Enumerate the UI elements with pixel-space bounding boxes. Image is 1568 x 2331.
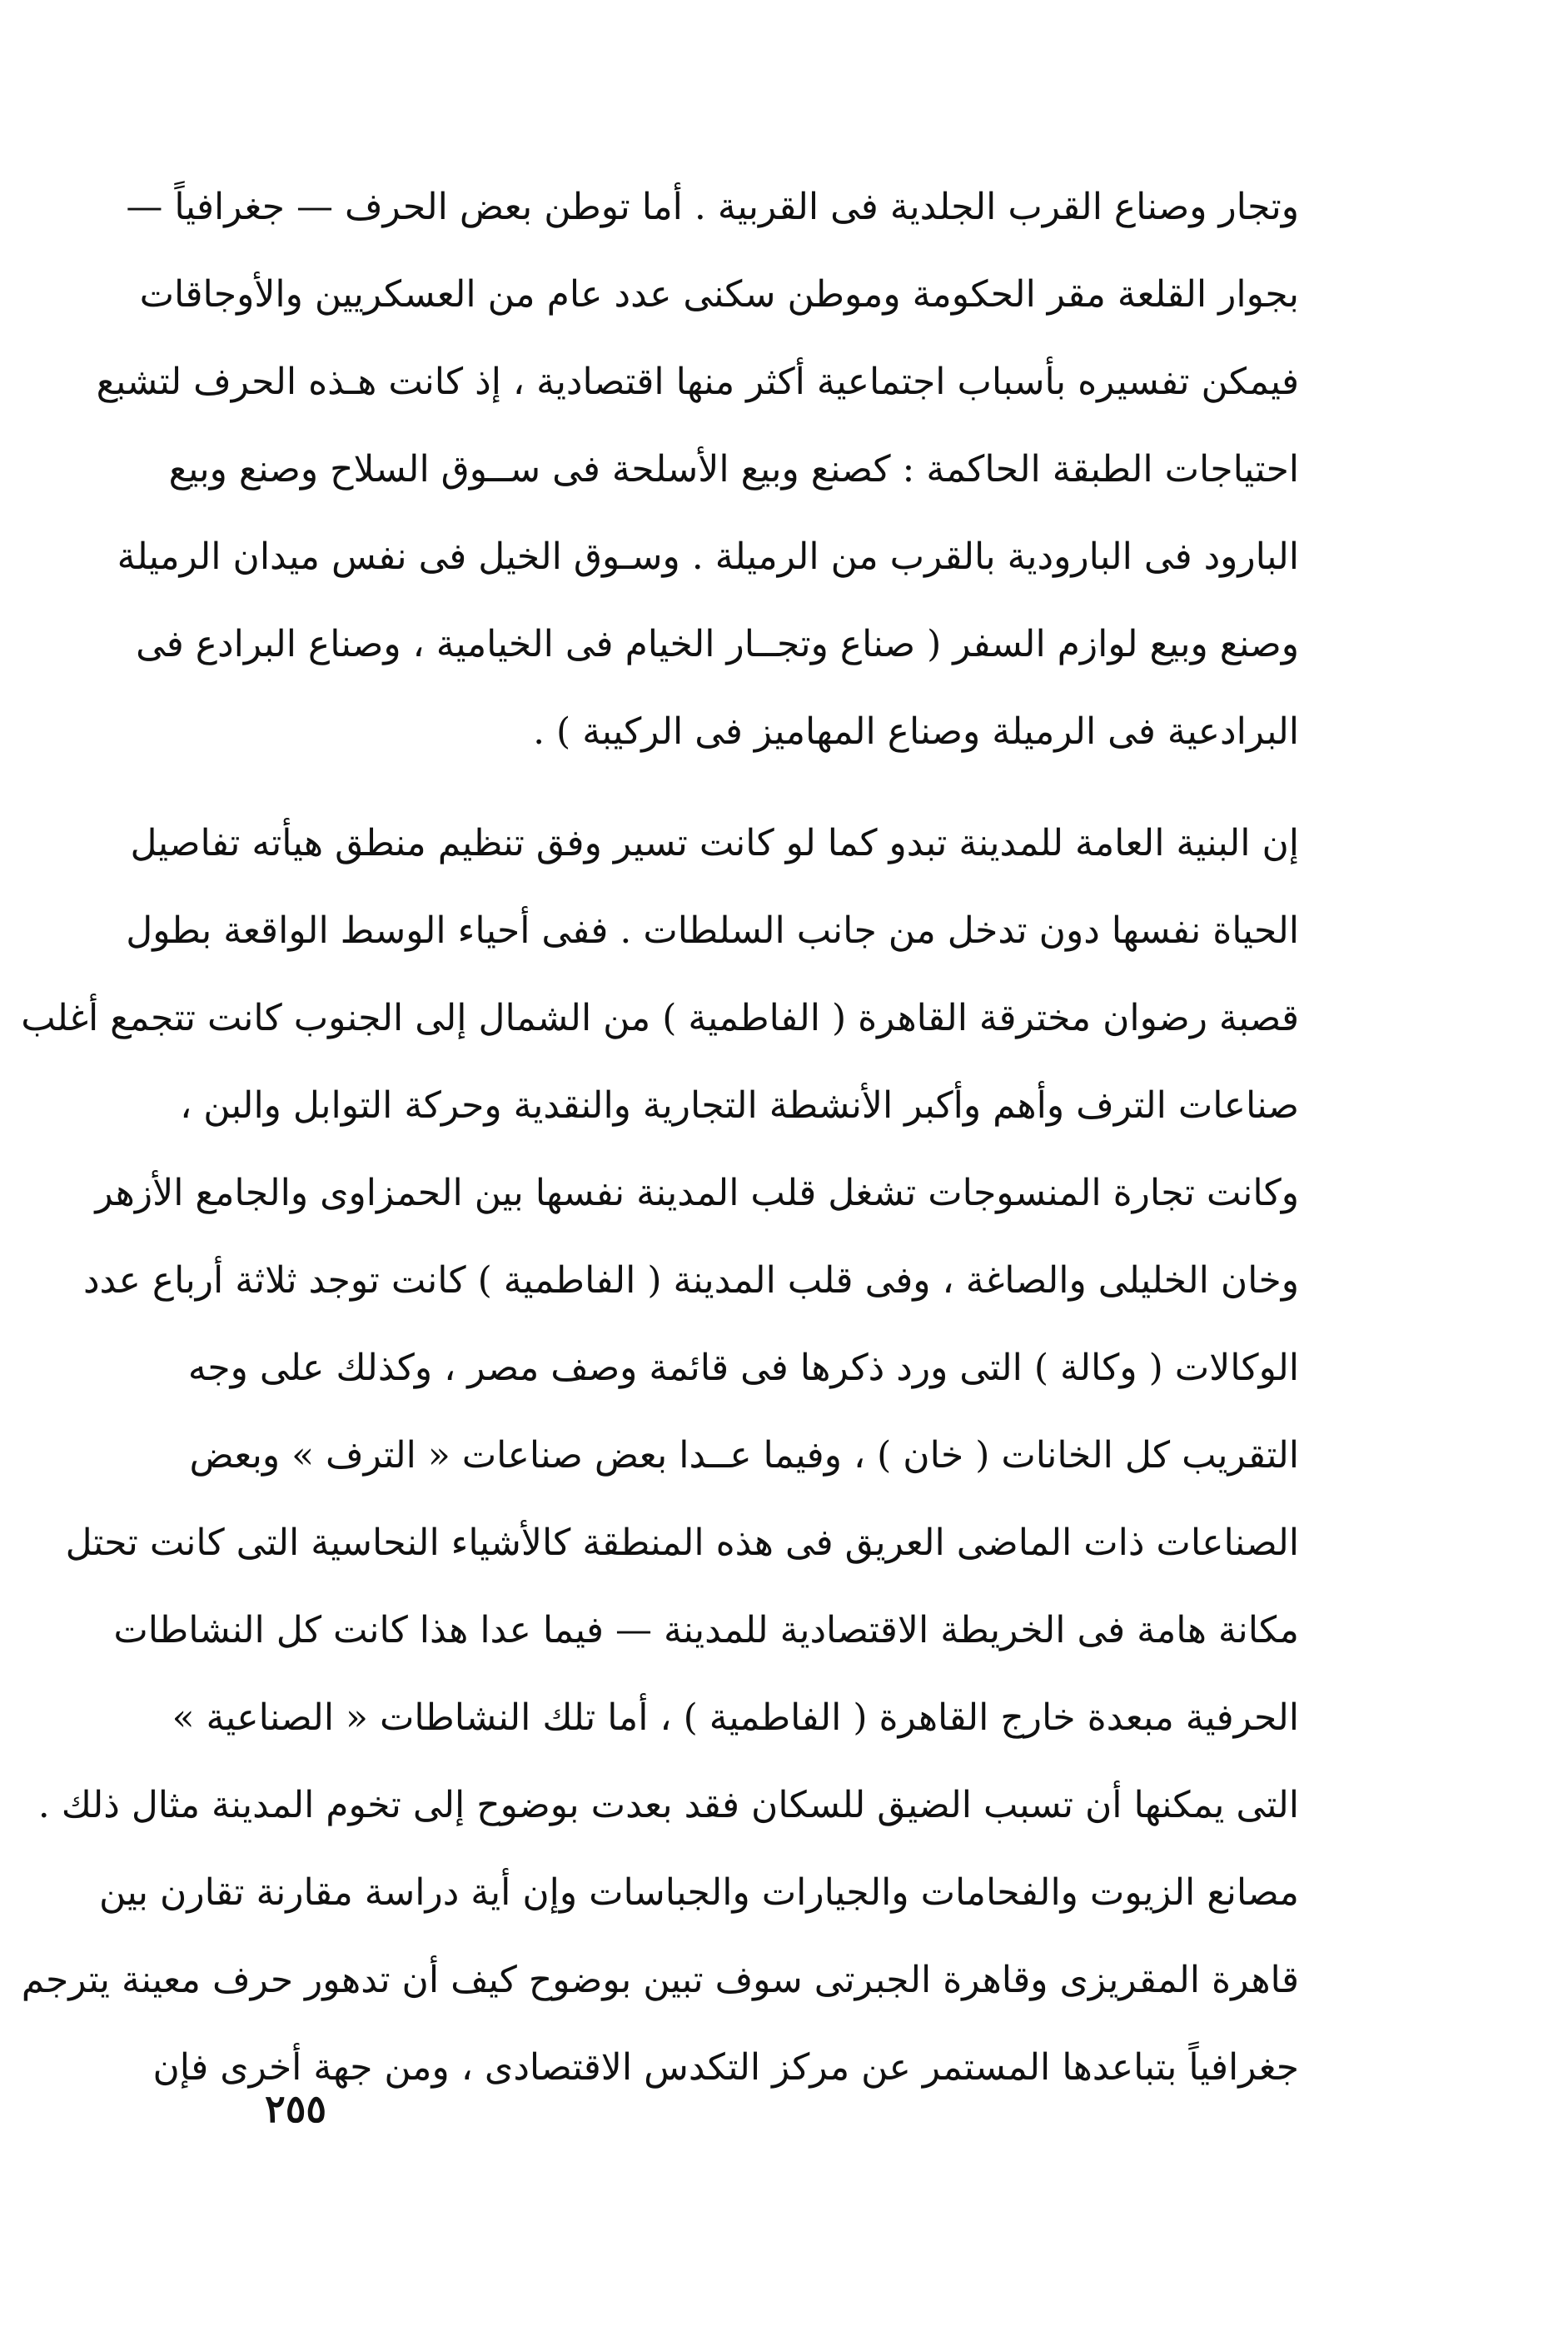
text-line: بجوار القلعة مقر الحكومة وموطن سكنى عدد عام من العسكريين والأوجاقات bbox=[139, 273, 1299, 316]
text-line: فيمكن تفسيره بأسباب اجتماعية أكثر منها اقتصادية ، إذ كانت هـذه الحرف لتشبع bbox=[96, 361, 1299, 403]
paragraph-1 bbox=[96, 163, 1299, 775]
paragraph-2 bbox=[21, 799, 1299, 2111]
text-line: مصانع الزيوت والفحامات والجيارات والجباسات وإن أية دراسة مقارنة تقارن بين bbox=[99, 1871, 1299, 1914]
text-line: الوكالات ( وكالة ) التى ورد ذكرها فى قائمة وصف مصر ، وكذلك على وجه bbox=[187, 1347, 1299, 1389]
page-number: ٢٥٥ bbox=[265, 2086, 327, 2131]
text-line: وتجار وصناع القرب الجلدية فى القربية . أما توطن بعض الحرف — جغرافياً — bbox=[126, 186, 1299, 228]
text-line: التقريب كل الخانات ( خان ) ، وفيما عــدا بعض صناعات « الترف » وبعض bbox=[189, 1434, 1299, 1477]
text-line: الحرفية مبعدة خارج القاهرة ( الفاطمية ) ، أما تلك النشاطات « الصناعية » bbox=[172, 1696, 1299, 1739]
text-line: البرادعية فى الرميلة وصناع المهاميز فى الركيبة ) . bbox=[533, 710, 1299, 753]
text-line: جغرافياً بتباعدها المستمر عن مركز التكدس الاقتصادى ، ومن جهة أخرى فإن bbox=[152, 2046, 1299, 2089]
text-line: وصنع وبيع لوازم السفر ( صناع وتجــار الخيام فى الخيامية ، وصناع البرادع فى bbox=[136, 623, 1299, 665]
text-line: مكانة هامة فى الخريطة الاقتصادية للمدينة — فيما عدا هذا كانت كل النشاطات bbox=[113, 1609, 1299, 1651]
text-line: البارود فى البارودية بالقرب من الرميلة . وسـوق الخيل فى نفس ميدان الرميلة bbox=[117, 535, 1299, 578]
text-line: قصبة رضوان مخترقة القاهرة ( الفاطمية ) من الشمال إلى الجنوب كانت تتجمع أغلب bbox=[21, 997, 1299, 1039]
text-line: التى يمكنها أن تسبب الضيق للسكان فقد بعدت بوضوح إلى تخوم المدينة مثال ذلك . bbox=[37, 1784, 1299, 1826]
text-line: الحياة نفسها دون تدخل من جانب السلطات . ففى أحياء الوسط الواقعة بطول bbox=[126, 909, 1299, 952]
text-line: احتياجات الطبقة الحاكمة : كصنع وبيع الأسلحة فى ســوق السلاح وصنع وبيع bbox=[168, 448, 1299, 491]
text-line: إن البنية العامة للمدينة تبدو كما لو كانت تسير وفق تنظيم منطق هيأته تفاصيل bbox=[130, 822, 1299, 864]
text-line: صناعات الترف وأهم وأكبر الأنشطة التجارية والنقدية وحركة التوابل والبن ، bbox=[180, 1084, 1299, 1127]
text-line: قاهرة المقريزى وقاهرة الجبرتى سوف تبين بوضوح كيف أن تدهور حرف معينة يترجم bbox=[21, 1959, 1299, 2001]
text-line: الصناعات ذات الماضى العريق فى هذه المنطقة كالأشياء النحاسية التى كانت تحتل bbox=[65, 1522, 1299, 1564]
text-line: وكانت تجارة المنسوجات تشغل قلب المدينة نفسها بين الحمزاوى والجامع الأزهر bbox=[95, 1172, 1299, 1214]
text-line: وخان الخليلى والصاغة ، وفى قلب المدينة ( الفاطمية ) كانت توجد ثلاثة أرباع عدد bbox=[82, 1259, 1299, 1302]
